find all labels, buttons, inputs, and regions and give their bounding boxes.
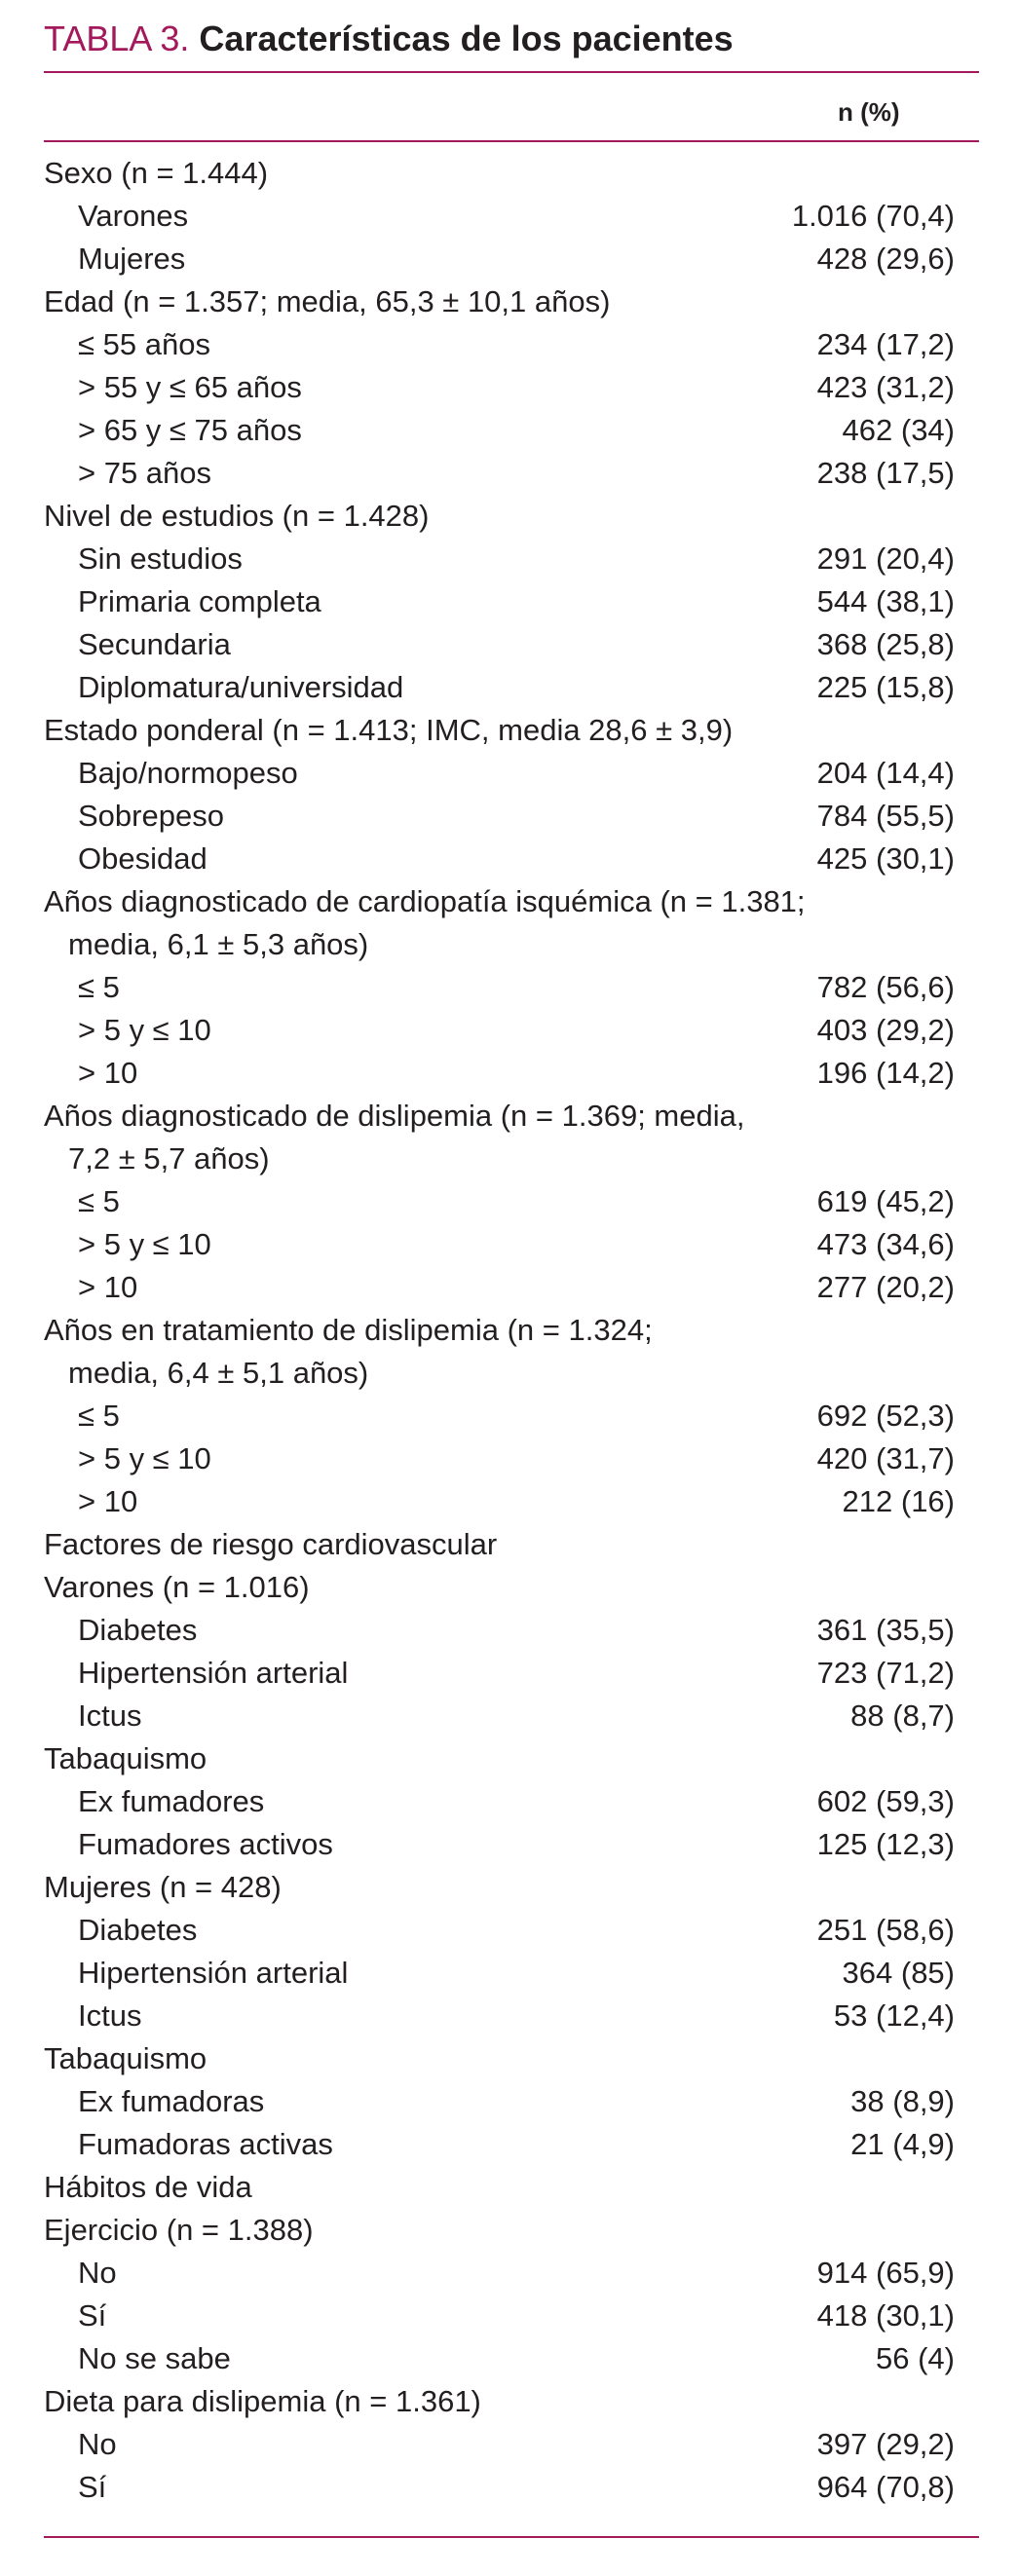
- row-label: Sin estudios: [78, 541, 243, 576]
- row-label: Dieta para dislipemia (n = 1.361): [44, 2384, 481, 2418]
- row-label: Secundaria: [78, 627, 231, 661]
- row-value: 125 (12,3): [816, 1827, 955, 1861]
- table-row: [44, 1609, 979, 1652]
- table-row: [44, 795, 979, 838]
- table-row: [44, 1695, 979, 1737]
- table-number: TABLA 3.: [44, 19, 190, 58]
- row-label: > 10: [78, 1270, 138, 1304]
- row-label: Tabaquismo: [44, 1741, 207, 1775]
- row-label: > 10: [78, 1484, 138, 1518]
- row-label: > 5 y ≤ 10: [78, 1441, 211, 1475]
- row-value: 212 (16): [842, 1484, 955, 1518]
- row-label: Ex fumadoras: [78, 2084, 265, 2118]
- table-row: [44, 1266, 979, 1309]
- row-label: Ejercicio (n = 1.388): [44, 2213, 314, 2247]
- table-row: [44, 2123, 979, 2166]
- table-row: [44, 666, 979, 709]
- row-value: 361 (35,5): [816, 1613, 955, 1647]
- table-body: [44, 152, 979, 2509]
- table-row: [44, 366, 979, 409]
- row-label: ≤ 5: [78, 970, 120, 1004]
- table-title: [44, 14, 734, 64]
- table-row: [44, 238, 979, 280]
- row-label: Sí: [78, 2298, 107, 2333]
- row-label: No: [78, 2427, 117, 2461]
- table-row: [44, 195, 979, 238]
- row-label: Sexo (n = 1.444): [44, 156, 269, 190]
- table-row: [44, 1823, 979, 1866]
- row-value: 964 (70,8): [816, 2470, 955, 2504]
- row-value: 397 (29,2): [816, 2427, 955, 2461]
- table-row: [44, 1437, 979, 1480]
- row-label: Edad (n = 1.357; media, 65,3 ± 10,1 años): [44, 284, 611, 318]
- row-label: Ictus: [78, 1699, 142, 1733]
- row-label: > 75 años: [78, 456, 212, 490]
- table-row: [44, 2337, 979, 2380]
- table-row: [44, 2209, 979, 2252]
- table-row: [44, 752, 979, 795]
- row-label: Fumadoras activas: [78, 2127, 333, 2161]
- row-label: 7,2 ± 5,7 años): [68, 1141, 270, 1176]
- row-label: Ictus: [78, 1998, 142, 2033]
- table-row: [44, 1352, 979, 1395]
- row-value: 428 (29,6): [816, 242, 955, 276]
- table-row: [44, 2423, 979, 2466]
- row-value: 368 (25,8): [816, 627, 955, 661]
- table-row: [44, 1480, 979, 1523]
- row-value: 619 (45,2): [816, 1184, 955, 1218]
- table-row: [44, 709, 979, 752]
- table-row: [44, 880, 979, 923]
- row-value: 88 (8,7): [850, 1699, 955, 1733]
- table-row: [44, 1652, 979, 1695]
- table-row: [44, 1395, 979, 1437]
- row-value: 784 (55,5): [816, 799, 955, 833]
- row-value: 423 (31,2): [816, 370, 955, 404]
- row-value: 56 (4): [876, 2341, 955, 2375]
- table-row: [44, 1737, 979, 1780]
- row-label: No se sabe: [78, 2341, 231, 2375]
- table-row: [44, 923, 979, 966]
- row-value: 403 (29,2): [816, 1013, 955, 1047]
- row-label: Factores de riesgo cardiovascular: [44, 1527, 498, 1561]
- row-label: Diplomatura/universidad: [78, 670, 404, 704]
- row-label: Diabetes: [78, 1613, 198, 1647]
- table-row: [44, 1223, 979, 1266]
- row-value: 473 (34,6): [816, 1227, 955, 1261]
- table-row: [44, 280, 979, 323]
- table-row: [44, 1309, 979, 1352]
- row-value: 238 (17,5): [816, 456, 955, 490]
- table-row: [44, 1566, 979, 1609]
- row-value: 723 (71,2): [816, 1656, 955, 1690]
- table-row: [44, 538, 979, 580]
- table-row: [44, 1138, 979, 1180]
- row-label: Años diagnosticado de dislipemia (n = 1.369; media,: [44, 1099, 745, 1133]
- row-label: No: [78, 2256, 117, 2290]
- table-row: [44, 1780, 979, 1823]
- row-label: Varones: [78, 199, 189, 233]
- table-row: [44, 2252, 979, 2295]
- table-row: [44, 1523, 979, 1566]
- table-row: [44, 2166, 979, 2209]
- table-row: [44, 838, 979, 880]
- table-row: [44, 966, 979, 1009]
- row-label: ≤ 5: [78, 1399, 120, 1433]
- row-value: 225 (15,8): [816, 670, 955, 704]
- row-label: Ex fumadores: [78, 1784, 265, 1818]
- table-row: [44, 495, 979, 538]
- row-value: 251 (58,6): [816, 1913, 955, 1947]
- row-value: 291 (20,4): [816, 541, 955, 576]
- table-row: [44, 1009, 979, 1052]
- row-label: > 5 y ≤ 10: [78, 1227, 211, 1261]
- row-value: 544 (38,1): [816, 584, 955, 618]
- row-label: Hipertensión arterial: [78, 1956, 349, 1990]
- row-value: 602 (59,3): [816, 1784, 955, 1818]
- row-label: Tabaquismo: [44, 2041, 207, 2075]
- row-value: 1.016 (70,4): [791, 199, 955, 233]
- row-label: Años diagnosticado de cardiopatía isquémica (n = 1.381;: [44, 884, 806, 918]
- bottom-rule: [44, 2536, 979, 2538]
- row-label: > 55 y ≤ 65 años: [78, 370, 302, 404]
- row-label: Nivel de estudios (n = 1.428): [44, 499, 430, 533]
- row-value: 782 (56,6): [816, 970, 955, 1004]
- table-row: [44, 2295, 979, 2337]
- row-label: Sobrepeso: [78, 799, 224, 833]
- row-label: Fumadores activos: [78, 1827, 333, 1861]
- header-rule: [44, 140, 979, 142]
- row-label: Mujeres (n = 428): [44, 1870, 282, 1904]
- row-value: 364 (85): [842, 1956, 955, 1990]
- table-caption: Características de los pacientes: [199, 19, 734, 58]
- table-row: [44, 1052, 979, 1095]
- row-label: Obesidad: [78, 841, 207, 876]
- table-row: [44, 1095, 979, 1138]
- table-row: [44, 2080, 979, 2123]
- row-label: Hipertensión arterial: [78, 1656, 349, 1690]
- row-label: Años en tratamiento de dislipemia (n = 1.324;: [44, 1313, 653, 1347]
- row-value: 196 (14,2): [816, 1056, 955, 1090]
- row-value: 462 (34): [842, 413, 955, 447]
- row-label: Primaria completa: [78, 584, 321, 618]
- row-value: 204 (14,4): [816, 756, 955, 790]
- row-label: Bajo/normopeso: [78, 756, 298, 790]
- row-label: > 5 y ≤ 10: [78, 1013, 211, 1047]
- table-row: [44, 1995, 979, 2037]
- row-label: Estado ponderal (n = 1.413; IMC, media 28,6 ± 3,9): [44, 713, 734, 747]
- row-label: > 65 y ≤ 75 años: [78, 413, 302, 447]
- row-label: media, 6,4 ± 5,1 años): [68, 1356, 369, 1390]
- row-label: ≤ 5: [78, 1184, 120, 1218]
- table-row: [44, 623, 979, 666]
- row-label: Mujeres: [78, 242, 186, 276]
- row-value: 53 (12,4): [833, 1998, 955, 2033]
- row-label: > 10: [78, 1056, 138, 1090]
- row-value: 692 (52,3): [816, 1399, 955, 1433]
- table-row: [44, 323, 979, 366]
- column-header-n-percent: n (%): [838, 97, 900, 127]
- table-row: [44, 2466, 979, 2509]
- table-row: [44, 580, 979, 623]
- table-row: [44, 1952, 979, 1995]
- row-label: Hábitos de vida: [44, 2170, 252, 2204]
- row-value: 420 (31,7): [816, 1441, 955, 1475]
- row-value: 21 (4,9): [850, 2127, 955, 2161]
- row-label: Diabetes: [78, 1913, 198, 1947]
- row-value: 234 (17,2): [816, 327, 955, 361]
- table-row: [44, 1180, 979, 1223]
- table-row: [44, 2037, 979, 2080]
- row-value: 418 (30,1): [816, 2298, 955, 2333]
- table-row: [44, 1866, 979, 1909]
- row-label: ≤ 55 años: [78, 327, 210, 361]
- table-row: [44, 409, 979, 452]
- table-row: [44, 152, 979, 195]
- row-label: media, 6,1 ± 5,3 años): [68, 927, 369, 961]
- row-value: 914 (65,9): [816, 2256, 955, 2290]
- row-label: Sí: [78, 2470, 107, 2504]
- table-row: [44, 452, 979, 495]
- row-label: Varones (n = 1.016): [44, 1570, 310, 1604]
- row-value: 277 (20,2): [816, 1270, 955, 1304]
- row-value: 38 (8,9): [850, 2084, 955, 2118]
- table-row: [44, 1909, 979, 1952]
- top-rule: [44, 71, 979, 73]
- table-row: [44, 2380, 979, 2423]
- row-value: 425 (30,1): [816, 841, 955, 876]
